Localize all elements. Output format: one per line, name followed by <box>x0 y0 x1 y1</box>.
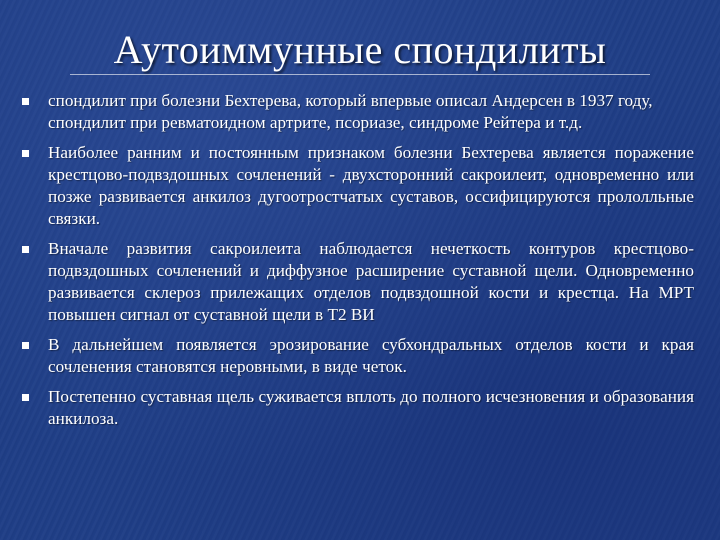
bullet-item <box>18 238 694 326</box>
bullet-list <box>18 90 694 438</box>
bullet-item <box>18 90 694 134</box>
bullet-text: спондилит при болезни Бехтерева, который впервые описал Андерсен в 1937 году, спондилит при ревматоидном артрите, псориазе, синдроме Рейтера и т.д. <box>48 91 653 132</box>
square-bullet-icon <box>22 394 29 401</box>
bullet-item <box>18 334 694 378</box>
square-bullet-icon <box>22 150 29 157</box>
bullet-item <box>18 386 694 430</box>
bullet-text: В дальнейшем появляется эрозирование субхондральных отделов кости и края сочленения становятся неровными, в виде четок. <box>48 335 694 376</box>
slide-title: Аутоиммунные спондилиты <box>113 27 607 72</box>
bullet-text: Вначале развития сакроилеита наблюдается нечеткость контуров крестцово-подвздошных сочленений и диффузное расширение суставной щели. Одновременно развивается склероз прилежащих отделов подвздошной кости и крестца. На МРТ повышен сигнал от суставной щели в Т2 ВИ <box>48 239 694 324</box>
square-bullet-icon <box>22 246 29 253</box>
bullet-text: Наиболее ранним и постоянным признаком болезни Бехтерева является поражение крестцово-подвздошных сочленений - двухсторонний сакроилеит, одновременно или позже развивается анкилоз дугоотростчатых суставов, оссифицируются прололльные связки. <box>48 143 694 228</box>
title-divider <box>70 74 650 75</box>
bullet-text: Постепенно суставная щель суживается вплоть до полного исчезновения и образования анкилоза. <box>48 387 694 428</box>
square-bullet-icon <box>22 98 29 105</box>
square-bullet-icon <box>22 342 29 349</box>
bullet-item <box>18 142 694 230</box>
